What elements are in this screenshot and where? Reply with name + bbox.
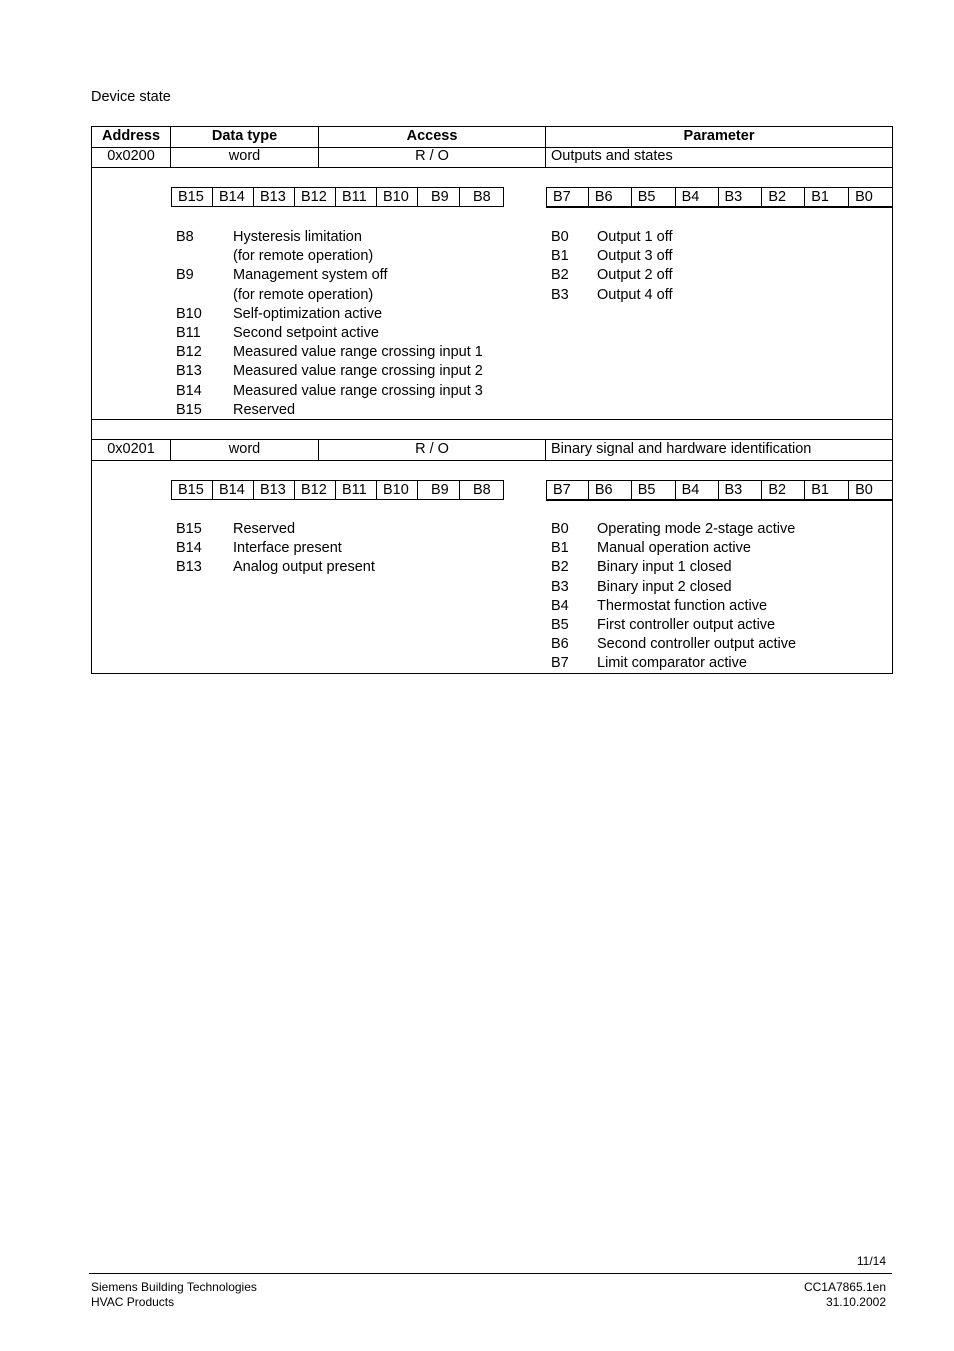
bit-cell: B8	[473, 482, 491, 498]
bit-cell: B1	[805, 481, 849, 499]
bit-cell: B15	[172, 481, 213, 499]
low-byte-bits	[546, 480, 892, 500]
bit-cell: B8	[473, 189, 491, 205]
bit-cell: B4	[676, 188, 719, 206]
high-byte-bits	[171, 187, 504, 207]
bit-cell: B3	[719, 188, 763, 206]
bit-cell: B6	[589, 188, 632, 206]
bit-cell: B9	[418, 188, 460, 206]
bit-cell: B0	[855, 482, 873, 498]
footer-division: HVAC Products	[91, 1295, 175, 1309]
table-header-row	[92, 127, 892, 147]
divider	[92, 460, 892, 461]
bit-cell: B7	[547, 481, 589, 499]
bit-cell: B12	[295, 481, 336, 499]
bit-cell: B12	[295, 188, 336, 206]
bit-cell: B1	[805, 188, 849, 206]
divider	[546, 207, 892, 208]
bit-cell: B4	[676, 481, 719, 499]
bit-cell: B15	[172, 188, 213, 206]
section-title: Device state	[91, 89, 171, 105]
bit-cell: B10	[377, 481, 418, 499]
row-data-type: word	[171, 147, 319, 167]
footer-divider	[89, 1273, 892, 1274]
row-access: R / O	[319, 440, 546, 460]
divider	[92, 419, 892, 420]
bit-cell: B7	[547, 188, 589, 206]
row-parameter: Binary signal and hardware identification	[551, 441, 812, 457]
footer-document-id: CC1A7865.1en	[803, 1280, 886, 1294]
row-address: 0x0201	[92, 440, 171, 460]
bit-cell: B13	[254, 188, 295, 206]
header-parameter: Parameter	[683, 128, 755, 144]
high-byte-bits	[171, 480, 504, 500]
header-access: Access	[319, 127, 546, 147]
header-address: Address	[92, 127, 171, 147]
divider	[92, 167, 892, 168]
row-data-type: word	[171, 440, 319, 460]
device-state-table: Address Data type Access Parameter 0x0200 word R / O Outputs and states B15 B14 B13 B12 B11 B10 B9 B8 B7 B6 B5 B4 B3 B2 B1 B0 B8 Hysteresis limitation (for remote operation) B9 Management system off (for remote operation) B10 Self-optimization active B11 Second setpoint active B12 Measured value range crossing input 1 B13 Measured value range crossing input 2 B14 Measured value range crossing input 3 B15 Reserved B0 Output 1 off B1 Output 3 off B2 Output 2 off B3 Output 4 off 0x0201 word R / O Binary signal and hardware identification B15 B14 B13 B12 B11 B10 B9 B8 B7 B6 B5 B4 B3 B2 B1 B0 B15 Reserved B14 Interface present B13 Analog output present B0 Operating mode 2-stage active B1 Manual operation active B2 Binary input 1 closed B3 Binary input 2 closed B4 Thermostat function active B5 First controller output active B6 Second controller output active B7 Limit comparator active	[91, 126, 893, 674]
bit-cell: B13	[254, 481, 295, 499]
bit-cell: B5	[632, 481, 676, 499]
bit-cell: B14	[213, 481, 254, 499]
bit-cell: B0	[855, 189, 873, 205]
bit-cell: B5	[632, 188, 676, 206]
table-row	[92, 147, 892, 167]
header-data-type: Data type	[171, 127, 319, 147]
page-number: 11/14	[856, 1254, 886, 1268]
row-parameter: Outputs and states	[551, 148, 673, 164]
row-address: 0x0200	[92, 147, 171, 167]
row-access: R / O	[319, 147, 546, 167]
bit-cell: B3	[719, 481, 763, 499]
bit-cell: B2	[762, 481, 805, 499]
bit-cell: B6	[589, 481, 632, 499]
table-row	[92, 440, 892, 460]
footer-date: 31.10.2002	[825, 1295, 886, 1309]
bit-cell: B14	[213, 188, 254, 206]
bit-cell: B10	[377, 188, 418, 206]
bit-cell: B2	[762, 188, 805, 206]
bit-cell: B9	[418, 481, 460, 499]
bit-cell: B11	[336, 481, 377, 499]
footer-company: Siemens Building Technologies	[91, 1280, 257, 1294]
low-byte-bits	[546, 187, 892, 207]
bit-cell: B11	[336, 188, 377, 206]
divider	[546, 500, 892, 501]
